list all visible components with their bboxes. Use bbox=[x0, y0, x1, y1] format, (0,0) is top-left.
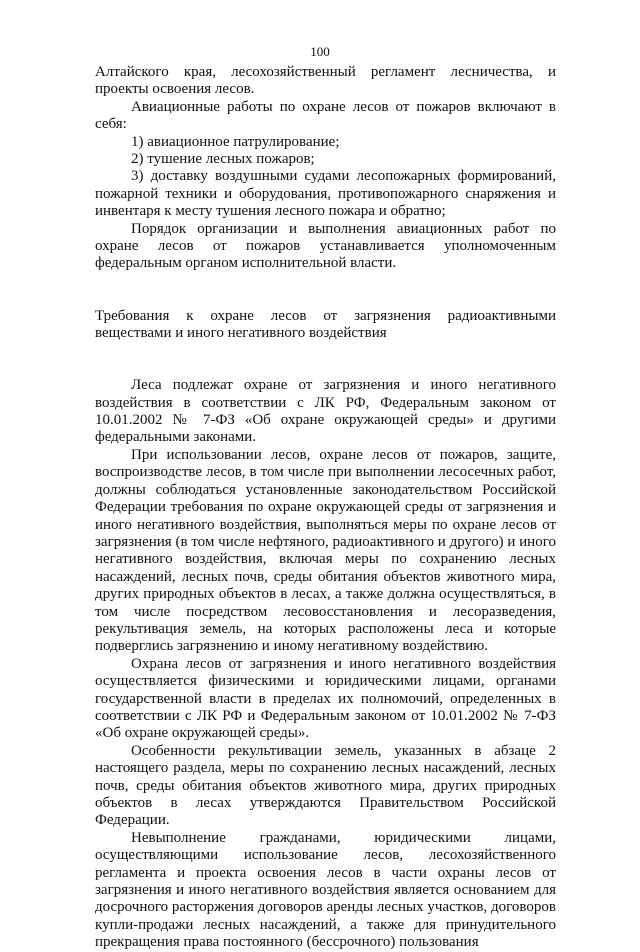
body-section bbox=[95, 377, 556, 951]
paragraph: Авиационные работы по охране лесов от пожаров включают в себя: bbox=[95, 98, 556, 133]
paragraph: 1) авиационное патрулирование; bbox=[131, 133, 340, 150]
paragraph: При использовании лесов, охране лесов от пожаров, защите, воспроизводстве лесов, в том числе при выполнении лесосечных работ, должны соблюдаться установленные законодательством Российской Федерации требования по охране окружающей среды от загрязнения и иного негативного воздействия, выполняться меры по охране лесов от загрязнения (в том числе нефтяного, радиоактивного и другого) и иного негативного воздействия, включая меры по сохранению лесных насаждений, лесных почв, среды обитания объектов животного мира, других природных объектов в лесах, а также должна осуществляться, в том числе посредством лесовосстановления и лесоразведения, рекультивация земель, на которых расположены леса и которые подверглись загрязнению и иному негативному воздействию. bbox=[95, 446, 556, 655]
spacer bbox=[95, 290, 556, 307]
paragraph: Порядок организации и выполнения авиационных работ по охране лесов от пожаров устанавливается уполномоченным федеральным органом исполнительной власти. bbox=[95, 220, 556, 272]
paragraph: 3) доставку воздушными судами лесопожарных формирований, пожарной техники и оборудования, противопожарного снаряжения и инвентаря к месту тушения лесного пожара и обратно; bbox=[95, 168, 556, 220]
spacer bbox=[95, 273, 556, 290]
paragraph: Леса подлежат охране от загрязнения и иного негативного воздействия в соответствии с ЛК РФ, Федеральным законом от 10.01.2002 № 7-ФЗ «Об охране окружающей среды» и другими федеральными законами. bbox=[95, 377, 556, 446]
section-heading: Требования к охране лесов от загрязнения радиоактивными веществами и иного негативного воздействия bbox=[95, 307, 556, 342]
paragraph: 2) тушение лесных пожаров; bbox=[131, 151, 315, 168]
page-number: 100 bbox=[310, 44, 330, 59]
spacer bbox=[95, 360, 556, 377]
paragraph: Охрана лесов от загрязнения и иного негативного воздействия осуществляется физическими и юридическими лицами, органами государственной власти в пределах их полномочий, определенных в соответствии с ЛК РФ и Федеральным законом от 10.01.2002 № 7-ФЗ «Об охране окружающей среды». bbox=[95, 655, 556, 742]
spacer bbox=[95, 342, 556, 359]
paragraph: Алтайского края, лесохозяйственный регламент лесничества, и проекты освоения лесов. bbox=[95, 64, 556, 98]
paragraph: Невыполнение гражданами, юридическими лицами, осуществляющими использование лесов, лесохозяйственного регламента и проекта освоения лесов в части охраны лесов от загрязнения и иного негативного воздействия является основанием для досрочного расторжения договоров аренды лесных участков, договоров купли-продажи лесных насаждений, а также для принудительного прекращения права постоянного (бессрочного) пользования bbox=[95, 829, 556, 951]
page-content bbox=[95, 64, 556, 952]
paragraph: Особенности рекультивации земель, указанных в абзаце 2 настоящего раздела, меры по сохранению лесных насаждений, лесных почв, среды обитания объектов животного мира, других природных объектов в лесах утверждаются Правительством Российской Федерации. bbox=[95, 742, 556, 829]
intro-section bbox=[95, 64, 556, 273]
